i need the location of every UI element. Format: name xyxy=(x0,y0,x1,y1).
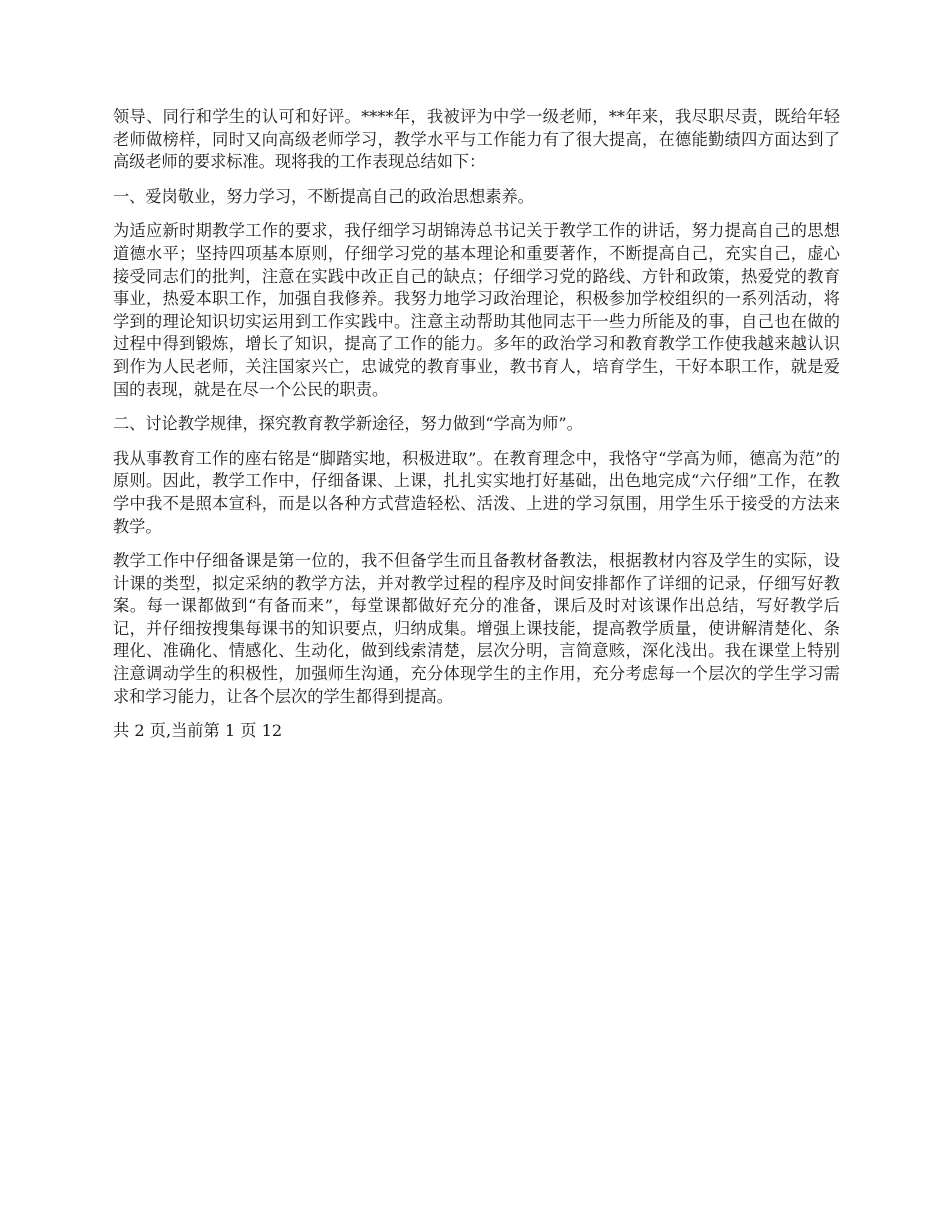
paragraph-motto: 我从事教育工作的座右铭是“脚踏实地，积极进取”。在教育理念中，我恪守“学高为师，德高为范”的原则。因此，教学工作中，仔细备课、上课，扎扎实实地打好基础，出色地完成“六仔细”工作，在教学中我不是照本宣科，而是以各种方式营造轻松、活泼、上进的学习氛围，用学生乐于接受的方法来教学。 xyxy=(113,448,840,536)
paragraph-intro: 领导、同行和学生的认可和好评。****年，我被评为中学一级老师，**年来，我尽职尽责，既给年轻老师做榜样，同时又向高级老师学习，教学水平与工作能力有了很大提高，在德能勤绩四方面达到了高级老师的要求标准。现将我的工作表现总结如下： xyxy=(113,107,840,172)
page-footer: 共 2 页,当前第 1 页 12 xyxy=(113,721,283,741)
paragraph-political-study: 为适应新时期教学工作的要求，我仔细学习胡锦涛总书记关于教学工作的讲话，努力提高自己的思想道德水平；坚持四项基本原则，仔细学习党的基本理论和重要著作，不断提高自己，充实自己，虚心接受同志们的批判，注意在实践中改正自己的缺点；仔细学习党的路线、方针和政策，热爱党的教育事业，热爱本职工作，加强自我修养。我努力地学习政治理论，积极参加学校组织的一系列活动，将学到的理论知识切实运用到工作实践中。注意主动帮助其他同志干一些力所能及的事，自己也在做的过程中得到锻炼，增长了知识，提高了工作的能力。多年的政治学习和教育教学工作使我越来越认识到作为人民老师，关注国家兴亡，忠诚党的教育事业，教书育人，培育学生，干好本职工作，就是爱国的表现，就是在尽一个公民的职责。 xyxy=(113,221,840,399)
document-page xyxy=(113,106,840,743)
section-heading-2: 二、讨论教学规律，探究教育教学新途径，努力做到“学高为师”。 xyxy=(113,414,583,434)
section-heading-1: 一、爱岗敬业，努力学习，不断提高自己的政治思想素养。 xyxy=(113,186,534,206)
paragraph-lesson-preparation: 教学工作中仔细备课是第一位的，我不但备学生而且备教材备教法，根据教材内容及学生的实际，设计课的类型，拟定采纳的教学方法，并对教学过程的程序及时间安排都作了详细的记录，仔细写好教案。每一课都做到“有备而来”，每堂课都做好充分的准备，课后及时对该课作出总结，写好教学后记，并仔细按搜集每课书的知识要点，归纳成集。增强上课技能，提高教学质量，使讲解清楚化、条理化、准确化、情感化、生动化，做到线索清楚，层次分明，言简意赅，深化浅出。我在课堂上特别注意调动学生的积极性，加强师生沟通，充分体现学生的主作用，充分考虑每一个层次的学生学习需求和学习能力，让各个层次的学生都得到提高。 xyxy=(113,551,840,706)
